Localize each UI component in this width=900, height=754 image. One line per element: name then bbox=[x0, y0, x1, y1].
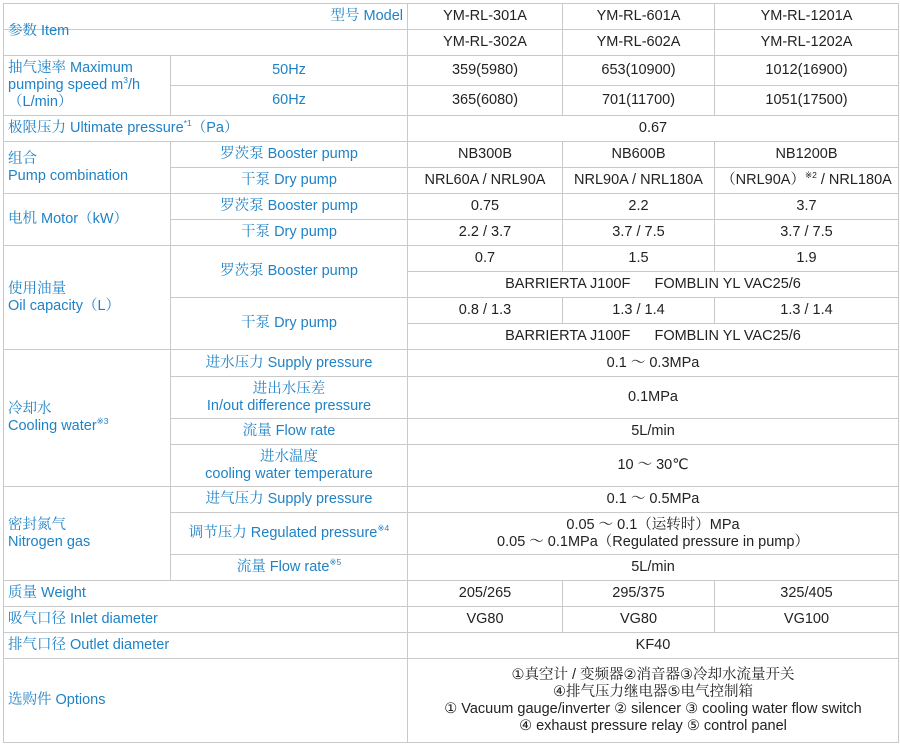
motor-booster-601: 2.2 bbox=[563, 194, 715, 220]
outlet-label: 排气口径 Outlet diameter bbox=[4, 633, 408, 659]
weight-1201: 325/405 bbox=[715, 581, 899, 607]
oil-booster-301: 0.7 bbox=[408, 246, 563, 272]
motor-dry-1201: 3.7 / 7.5 bbox=[715, 220, 899, 246]
cw-temp-label: 进水温度 cooling water temperature bbox=[171, 445, 408, 487]
inlet-label: 吸气口径 Inlet diameter bbox=[4, 607, 408, 633]
oil-booster-label: 罗茨泵 Booster pump bbox=[171, 246, 408, 298]
model-602a: YM-RL-602A bbox=[563, 30, 715, 56]
cw-supply-label: 进水压力 Supply pressure bbox=[171, 350, 408, 377]
combo-dry-301: NRL60A / NRL90A bbox=[408, 168, 563, 194]
weight-label: 质量 Weight bbox=[4, 581, 408, 607]
n2-flow-value: 5L/min bbox=[408, 555, 899, 581]
oil-booster-601: 1.5 bbox=[563, 246, 715, 272]
options-value bbox=[408, 659, 899, 743]
cw-temp-value: 10 ～ 30℃ bbox=[408, 445, 899, 487]
options-line-1: ①真空计 / 变频器②消音器③冷却水流量开关 bbox=[511, 666, 795, 683]
options-line-2: ④排气压力继电器⑤电气控制箱 bbox=[553, 683, 753, 700]
spec-table bbox=[3, 3, 899, 743]
motor-booster-label: 罗茨泵 Booster pump bbox=[171, 194, 408, 220]
combo-dry-1201: $(NRL90A)^{※2} / NRL180A$ bbox=[715, 168, 899, 194]
oil-booster-type: BARRIERTA J100F FOMBLIN YL VAC25/6 bbox=[408, 272, 899, 298]
motor-booster-301: 0.75 bbox=[408, 194, 563, 220]
speed-60-301: 365(6080) bbox=[408, 86, 563, 116]
cw-diff-value: 0.1MPa bbox=[408, 377, 899, 419]
oil-dry-label: 干泵 Dry pump bbox=[171, 298, 408, 350]
outlet-value: KF40 bbox=[408, 633, 899, 659]
pump-combination-label: 组合 Pump combination bbox=[4, 142, 171, 194]
model-302a: YM-RL-302A bbox=[408, 30, 563, 56]
cw-diff-label: 进出水压差 In/out difference pressure bbox=[171, 377, 408, 419]
combo-dry-601: NRL90A / NRL180A bbox=[563, 168, 715, 194]
model-1202a: YM-RL-1202A bbox=[715, 30, 899, 56]
weight-301: 205/265 bbox=[408, 581, 563, 607]
item-label: 参数 Item bbox=[4, 23, 408, 49]
n2-reg-value: 0.05 ～ 0.1（运转时）MPa 0.05 ～ 0.1MPa（Regulated pressure in pump） bbox=[408, 513, 899, 555]
combo-booster-601: NB600B bbox=[563, 142, 715, 168]
motor-dry-301: 2.2 / 3.7 bbox=[408, 220, 563, 246]
model-1201a: YM-RL-1201A bbox=[715, 4, 899, 30]
n2-supply-value: 0.1 ～ 0.5MPa bbox=[408, 487, 899, 513]
motor-dry-601: 3.7 / 7.5 bbox=[563, 220, 715, 246]
hz60-label: 60Hz bbox=[171, 86, 408, 116]
motor-label: 电机 Motor（kW） bbox=[4, 194, 171, 246]
speed-60-601: 701(11700) bbox=[563, 86, 715, 116]
combo-booster-label: 罗茨泵 Booster pump bbox=[171, 142, 408, 168]
combo-booster-1201: NB1200B bbox=[715, 142, 899, 168]
model-601a: YM-RL-601A bbox=[563, 4, 715, 30]
motor-booster-1201: 3.7 bbox=[715, 194, 899, 220]
n2-reg-label: 调节压力 Regulated pressure$^{※4}$ bbox=[171, 513, 408, 555]
weight-601: 295/375 bbox=[563, 581, 715, 607]
hz50-label: 50Hz bbox=[171, 56, 408, 86]
cw-flow-label: 流量 Flow rate bbox=[171, 419, 408, 445]
combo-dry-label: 干泵 Dry pump bbox=[171, 168, 408, 194]
combo-booster-301: NB300B bbox=[408, 142, 563, 168]
cooling-water-label: 冷却水 Cooling water$^{※3}$ bbox=[4, 350, 171, 487]
model-label: 型号 Model bbox=[4, 4, 408, 30]
oil-dry-601: 1.3 / 1.4 bbox=[563, 298, 715, 324]
options-line-3: ① Vacuum gauge/inverter ② silencer ③ cooling water flow switch bbox=[444, 700, 862, 717]
options-label: 选购件 Options bbox=[4, 659, 408, 743]
speed-50-301: 359(5980) bbox=[408, 56, 563, 86]
oil-dry-1201: 1.3 / 1.4 bbox=[715, 298, 899, 324]
options-line-4: ④ exhaust pressure relay ⑤ control panel bbox=[519, 717, 787, 734]
model-301a: YM-RL-301A bbox=[408, 4, 563, 30]
cw-supply-value: 0.1 ～ 0.3MPa bbox=[408, 350, 899, 377]
oil-dry-301: 0.8 / 1.3 bbox=[408, 298, 563, 324]
nitrogen-label: 密封氮气 Nitrogen gas bbox=[4, 487, 171, 581]
pumping-speed-label: 抽气速率 Maximum pumping speed $m^3/h(L/\min)$ bbox=[4, 56, 171, 116]
oil-booster-1201: 1.9 bbox=[715, 246, 899, 272]
inlet-1201: VG100 bbox=[715, 607, 899, 633]
motor-dry-label: 干泵 Dry pump bbox=[171, 220, 408, 246]
cw-flow-value: 5L/min bbox=[408, 419, 899, 445]
inlet-601: VG80 bbox=[563, 607, 715, 633]
ultimate-pressure-label: 极限压力 Ultimate pressure$^{*1}$（Pa） bbox=[4, 116, 408, 142]
oil-capacity-label: 使用油量 Oil capacity（L） bbox=[4, 246, 171, 350]
inlet-301: VG80 bbox=[408, 607, 563, 633]
ultimate-pressure-value: 0.67 bbox=[408, 116, 899, 142]
n2-flow-label: 流量 Flow rate$^{※5}$ bbox=[171, 555, 408, 581]
speed-50-601: 653(10900) bbox=[563, 56, 715, 86]
speed-50-1201: 1012(16900) bbox=[715, 56, 899, 86]
oil-dry-type: BARRIERTA J100F FOMBLIN YL VAC25/6 bbox=[408, 324, 899, 350]
n2-supply-label: 进气压力 Supply pressure bbox=[171, 487, 408, 513]
speed-60-1201: 1051(17500) bbox=[715, 86, 899, 116]
